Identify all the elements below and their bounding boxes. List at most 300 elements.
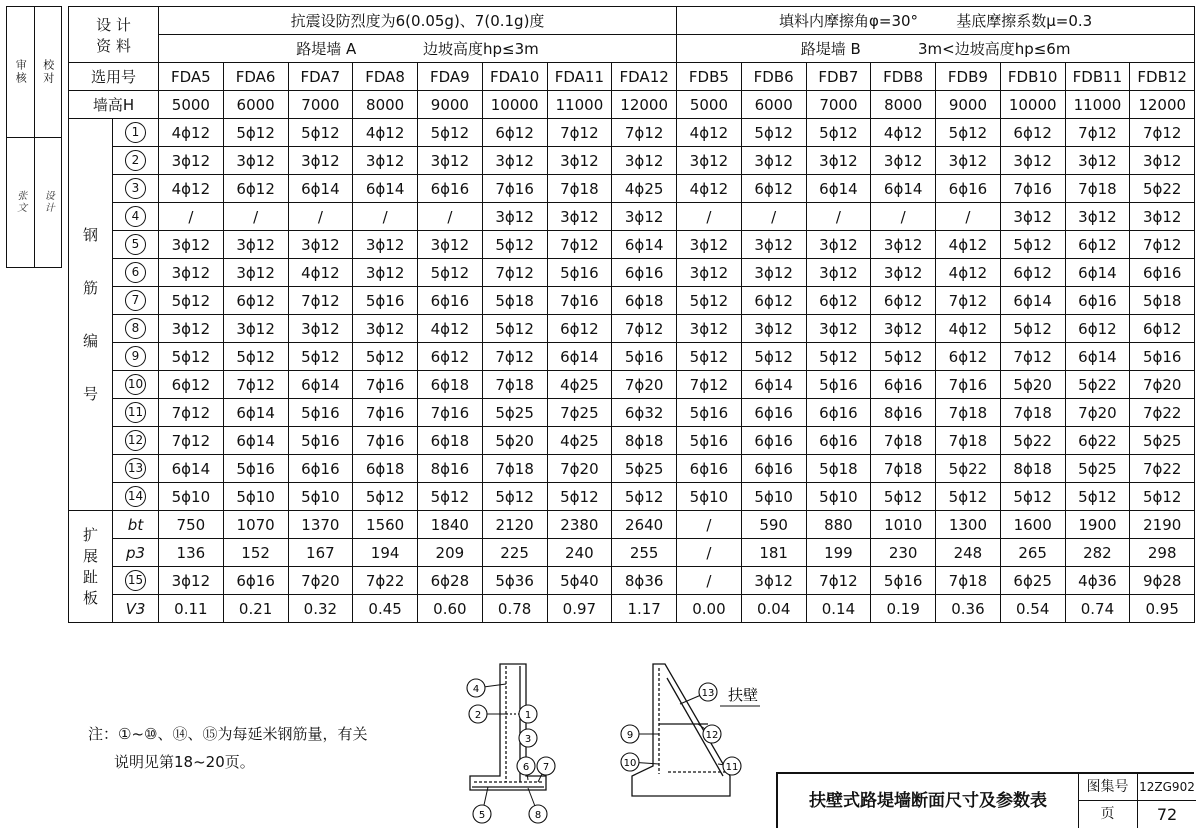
rebar-cell: 5ϕ12: [159, 287, 224, 315]
toe-cell: 7ϕ20: [288, 567, 353, 595]
rebar-cell: 5ϕ16: [1130, 343, 1195, 371]
rebar-cell: /: [677, 203, 742, 231]
rebar-cell: 3ϕ12: [677, 315, 742, 343]
toe-row: [69, 567, 1195, 595]
toe-cell: 181: [741, 539, 806, 567]
toe-cell: 750: [159, 511, 224, 539]
height-cell: 9000: [936, 91, 1001, 119]
toe-row: [69, 511, 1195, 539]
code-cell: FDB5: [677, 63, 742, 91]
toe-cell: 0.14: [806, 595, 871, 623]
callout-number: 4: [472, 684, 480, 695]
height-label: 墙高H: [69, 91, 159, 119]
rebar-cell: 6ϕ14: [353, 175, 418, 203]
rebar-cell: 5ϕ16: [547, 259, 612, 287]
toe-param-cell: [113, 539, 159, 567]
height-cell: 7000: [806, 91, 871, 119]
rebar-cell: 5ϕ12: [547, 483, 612, 511]
rebar-cell: 3ϕ12: [806, 315, 871, 343]
rebar-cell: 5ϕ12: [677, 287, 742, 315]
height-cell: 5000: [677, 91, 742, 119]
callout-number: 6: [522, 762, 530, 773]
rebar-number: 13: [125, 458, 146, 479]
wall-a-cell: [159, 35, 677, 63]
toe-cell: 0.32: [288, 595, 353, 623]
design-data-label: 资 料: [96, 36, 131, 55]
rebar-cell: 7ϕ22: [1130, 399, 1195, 427]
toe-group-char: 趾: [82, 567, 98, 586]
toe-param-label: V3: [125, 599, 146, 618]
rebar-cell: 7ϕ18: [1000, 399, 1065, 427]
rebar-row: [69, 259, 1195, 287]
rebar-number-cell: [113, 259, 159, 287]
rebar-cell: 6ϕ18: [418, 427, 483, 455]
rebar-cell: 6ϕ14: [806, 175, 871, 203]
rebar-cell: 3ϕ12: [353, 259, 418, 287]
drawing-title: 扶壁式路堤墙断面尺寸及参数表: [778, 774, 1079, 828]
rebar-cell: 5ϕ12: [482, 231, 547, 259]
rebar-cell: /: [806, 203, 871, 231]
rebar-cell: 6ϕ12: [871, 287, 936, 315]
rebar-cell: 7ϕ16: [482, 175, 547, 203]
toe-cell: 0.04: [741, 595, 806, 623]
toe-cell: 0.45: [353, 595, 418, 623]
code-cell: FDA11: [547, 63, 612, 91]
toe-cell: 2120: [482, 511, 547, 539]
rebar-cell: 3ϕ12: [677, 147, 742, 175]
code-cell: FDA7: [288, 63, 353, 91]
rebar-cell: 4ϕ12: [353, 119, 418, 147]
rebar-cell: 3ϕ12: [1130, 203, 1195, 231]
rebar-cell: 6ϕ18: [418, 371, 483, 399]
rebar-cell: 5ϕ10: [288, 483, 353, 511]
rebar-cell: 7ϕ12: [547, 119, 612, 147]
rebar-cell: 7ϕ18: [547, 175, 612, 203]
rebar-cell: 7ϕ12: [482, 343, 547, 371]
title-block: [776, 772, 1194, 828]
rebar-cell: 5ϕ16: [677, 399, 742, 427]
toe-cell: 6ϕ25: [1000, 567, 1065, 595]
toe-cell: 590: [741, 511, 806, 539]
toe-cell: 1070: [223, 511, 288, 539]
rebar-cell: 6ϕ16: [1065, 287, 1130, 315]
rebar-cell: 7ϕ16: [936, 371, 1001, 399]
toe-cell: 8ϕ36: [612, 567, 677, 595]
toe-cell: 152: [223, 539, 288, 567]
rebar-cell: 3ϕ12: [677, 231, 742, 259]
toe-cell: 1840: [418, 511, 483, 539]
rebar-cell: 6ϕ16: [418, 175, 483, 203]
rebar-cell: 8ϕ16: [871, 399, 936, 427]
rebar-cell: 5ϕ12: [1000, 231, 1065, 259]
rebar-cell: 8ϕ18: [1000, 455, 1065, 483]
toe-cell: 1370: [288, 511, 353, 539]
rebar-cell: 7ϕ12: [677, 371, 742, 399]
rebar-cell: 7ϕ12: [1130, 231, 1195, 259]
rebar-cell: 5ϕ12: [288, 119, 353, 147]
toe-cell: 248: [936, 539, 1001, 567]
rebar-group-label: [69, 119, 113, 511]
toe-cell: 0.21: [223, 595, 288, 623]
rebar-cell: 5ϕ10: [741, 483, 806, 511]
rebar-cell: 5ϕ10: [223, 483, 288, 511]
rebar-number: 4: [125, 206, 146, 227]
rebar-cell: 3ϕ12: [612, 147, 677, 175]
rebar-cell: 5ϕ12: [871, 343, 936, 371]
rebar-cell: 3ϕ12: [1000, 203, 1065, 231]
friction-cell: [677, 7, 1195, 35]
rebar-cell: 5ϕ18: [482, 287, 547, 315]
height-cell: 10000: [482, 91, 547, 119]
toe-cell: 230: [871, 539, 936, 567]
rebar-cell: 5ϕ12: [223, 119, 288, 147]
rebar-row: [69, 427, 1195, 455]
callout-number: 3: [524, 734, 532, 745]
rebar-cell: 5ϕ16: [223, 455, 288, 483]
rebar-cell: /: [741, 203, 806, 231]
atlas-label: 图集号: [1078, 774, 1138, 801]
rebar-cell: 3ϕ12: [547, 147, 612, 175]
height-cell: 11000: [1065, 91, 1130, 119]
height-cell: 8000: [353, 91, 418, 119]
rebar-cell: 6ϕ18: [353, 455, 418, 483]
rebar-cell: 3ϕ12: [223, 315, 288, 343]
rebar-group-char: 编: [82, 331, 98, 350]
rebar-cell: 3ϕ12: [806, 231, 871, 259]
atlas-number: 12ZG902: [1138, 774, 1196, 801]
toe-cell: 4ϕ36: [1065, 567, 1130, 595]
rebar-cell: 7ϕ20: [547, 455, 612, 483]
toe-cell: 7ϕ22: [353, 567, 418, 595]
rebar-cell: 7ϕ25: [547, 399, 612, 427]
rebar-cell: 6ϕ16: [418, 287, 483, 315]
toe-cell: 282: [1065, 539, 1130, 567]
rebar-cell: 5ϕ12: [741, 343, 806, 371]
rebar-number-cell: [113, 483, 159, 511]
rebar-row: [69, 231, 1195, 259]
rebar-cell: 5ϕ22: [1130, 175, 1195, 203]
rebar-cell: 5ϕ18: [1130, 287, 1195, 315]
rebar-cell: 8ϕ16: [418, 455, 483, 483]
rebar-number: 12: [125, 430, 146, 451]
rebar-cell: 3ϕ12: [871, 147, 936, 175]
rebar-cell: 7ϕ12: [547, 231, 612, 259]
rebar-cell: 5ϕ12: [677, 343, 742, 371]
rebar-cell: 3ϕ12: [482, 147, 547, 175]
rebar-cell: 5ϕ12: [482, 483, 547, 511]
toe-cell: 199: [806, 539, 871, 567]
rebar-cell: 6ϕ12: [936, 343, 1001, 371]
rebar-cell: 6ϕ16: [1130, 259, 1195, 287]
rebar-cell: 7ϕ16: [353, 399, 418, 427]
rebar-cell: 5ϕ12: [418, 259, 483, 287]
rebar-cell: 5ϕ10: [806, 483, 871, 511]
rebar-cell: 3ϕ12: [159, 231, 224, 259]
toe-cell: 9ϕ28: [1130, 567, 1195, 595]
rebar-cell: 5ϕ12: [482, 315, 547, 343]
toe-cell: 255: [612, 539, 677, 567]
height-cell: 5000: [159, 91, 224, 119]
toe-cell: 1300: [936, 511, 1001, 539]
rebar-cell: 5ϕ22: [1000, 427, 1065, 455]
height-cell: 8000: [871, 91, 936, 119]
rebar-cell: 6ϕ12: [741, 287, 806, 315]
rebar-cell: 3ϕ12: [1065, 147, 1130, 175]
rebar-cell: 6ϕ12: [159, 371, 224, 399]
toe-row: [69, 539, 1195, 567]
toe-param-label: 15: [125, 570, 146, 591]
toe-cell: 225: [482, 539, 547, 567]
code-cell: FDB12: [1130, 63, 1195, 91]
page-number: 72: [1156, 805, 1178, 824]
rebar-cell: 6ϕ16: [288, 455, 353, 483]
seismic-cell: [159, 7, 677, 35]
toe-cell: 194: [353, 539, 418, 567]
rebar-cell: 3ϕ12: [353, 231, 418, 259]
height-cell: 7000: [288, 91, 353, 119]
rebar-cell: 7ϕ18: [482, 455, 547, 483]
rebar-cell: 5ϕ16: [806, 371, 871, 399]
toe-cell: 136: [159, 539, 224, 567]
rebar-cell: 7ϕ18: [871, 455, 936, 483]
rebar-cell: 6ϕ14: [288, 175, 353, 203]
toe-param-cell: [113, 595, 159, 623]
rebar-cell: 5ϕ16: [288, 399, 353, 427]
rebar-cell: 7ϕ20: [612, 371, 677, 399]
rebar-cell: 7ϕ12: [612, 119, 677, 147]
rebar-cell: 5ϕ25: [1065, 455, 1130, 483]
rebar-group-char: 筋: [82, 278, 98, 297]
height-cell: 11000: [547, 91, 612, 119]
rebar-cell: 7ϕ16: [1000, 175, 1065, 203]
rebar-cell: 7ϕ16: [418, 399, 483, 427]
rebar-cell: 6ϕ12: [1065, 315, 1130, 343]
rebar-cell: 6ϕ12: [223, 287, 288, 315]
toe-cell: 7ϕ18: [936, 567, 1001, 595]
toe-group-label: [69, 511, 113, 623]
toe-group-char: 板: [82, 588, 98, 607]
toe-cell: 0.95: [1130, 595, 1195, 623]
rebar-cell: 3ϕ12: [741, 231, 806, 259]
code-cell: FDB9: [936, 63, 1001, 91]
rebar-cell: 6ϕ14: [1065, 259, 1130, 287]
callout-number: 5: [478, 810, 486, 821]
rebar-cell: 7ϕ12: [288, 287, 353, 315]
rebar-cell: 5ϕ12: [1130, 483, 1195, 511]
rebar-cell: 5ϕ18: [806, 455, 871, 483]
rebar-number-cell: [113, 399, 159, 427]
rebar-cell: 7ϕ16: [547, 287, 612, 315]
rebar-number-cell: [113, 203, 159, 231]
rebar-cell: 5ϕ12: [418, 483, 483, 511]
rebar-cell: /: [159, 203, 224, 231]
toe-cell: 1.17: [612, 595, 677, 623]
rebar-cell: 7ϕ12: [482, 259, 547, 287]
rebar-cell: 6ϕ12: [418, 343, 483, 371]
select-code-row: [69, 63, 1195, 91]
rebar-cell: 4ϕ12: [936, 315, 1001, 343]
rebar-cell: 5ϕ12: [871, 483, 936, 511]
rebar-cell: 7ϕ12: [1130, 119, 1195, 147]
toe-cell: 167: [288, 539, 353, 567]
rebar-cell: 6ϕ16: [741, 455, 806, 483]
rebar-cell: 7ϕ16: [353, 371, 418, 399]
note-line-2: 说明见第18~20页。: [114, 753, 255, 771]
rebar-cell: 4ϕ25: [547, 371, 612, 399]
height-cell: 12000: [612, 91, 677, 119]
toe-cell: /: [677, 539, 742, 567]
rebar-number-cell: [113, 175, 159, 203]
rebar-cell: 7ϕ20: [1065, 399, 1130, 427]
toe-cell: 0.97: [547, 595, 612, 623]
height-cell: 12000: [1130, 91, 1195, 119]
friction-base: 基底摩擦系数μ=0.3: [956, 12, 1093, 30]
rebar-group-char: 钢: [82, 225, 98, 244]
rebar-cell: 5ϕ16: [677, 427, 742, 455]
sig-col-2: [35, 7, 62, 267]
rebar-cell: 3ϕ12: [288, 147, 353, 175]
rebar-cell: /: [223, 203, 288, 231]
toe-cell: 5ϕ36: [482, 567, 547, 595]
rebar-cell: 3ϕ12: [159, 147, 224, 175]
select-label: 选用号: [69, 63, 159, 91]
code-cell: FDB10: [1000, 63, 1065, 91]
rebar-cell: 4ϕ12: [159, 119, 224, 147]
wall-b-cell: [677, 35, 1195, 63]
rebar-cell: 3ϕ12: [1000, 147, 1065, 175]
rebar-group-char: 号: [82, 384, 98, 403]
rebar-cell: 3ϕ12: [288, 315, 353, 343]
toe-group-char: 展: [82, 546, 98, 565]
rebar-cell: 6ϕ14: [159, 455, 224, 483]
rebar-cell: 3ϕ12: [223, 147, 288, 175]
rebar-cell: 4ϕ25: [547, 427, 612, 455]
rebar-cell: 6ϕ12: [1000, 259, 1065, 287]
callout-number: 10: [623, 758, 637, 769]
toe-cell: 209: [418, 539, 483, 567]
rebar-cell: 6ϕ14: [288, 371, 353, 399]
callout-number: 8: [534, 810, 542, 821]
rebar-cell: 3ϕ12: [223, 259, 288, 287]
rebar-cell: 6ϕ16: [741, 399, 806, 427]
friction-fill: 填料内摩擦角φ=30°: [778, 12, 919, 30]
rebar-cell: 3ϕ12: [288, 231, 353, 259]
rebar-cell: 5ϕ12: [1000, 483, 1065, 511]
toe-cell: 0.00: [677, 595, 742, 623]
toe-cell: 2640: [612, 511, 677, 539]
rebar-cell: 3ϕ12: [806, 147, 871, 175]
rebar-cell: 7ϕ12: [1000, 343, 1065, 371]
rebar-cell: 5ϕ12: [418, 119, 483, 147]
rebar-cell: 6ϕ12: [741, 175, 806, 203]
drawing-labels: [467, 679, 741, 823]
rebar-cell: 4ϕ12: [159, 175, 224, 203]
rebar-number-cell: [113, 147, 159, 175]
toe-row: [69, 595, 1195, 623]
rebar-cell: 3ϕ12: [871, 315, 936, 343]
callout-number: 2: [474, 710, 482, 721]
rebar-number: 2: [125, 150, 146, 171]
page-label: 页: [1078, 801, 1138, 828]
rebar-number-cell: [113, 371, 159, 399]
rebar-number: 6: [125, 262, 146, 283]
rebar-cell: 5ϕ12: [806, 343, 871, 371]
design-data-label: 设 计: [96, 15, 131, 34]
rebar-row: [69, 483, 1195, 511]
rebar-cell: 3ϕ12: [223, 231, 288, 259]
callout-number: 11: [725, 762, 739, 773]
toe-cell: 880: [806, 511, 871, 539]
callout-number: 7: [542, 762, 550, 773]
toe-cell: 2190: [1130, 511, 1195, 539]
rebar-row: [69, 119, 1195, 147]
rebar-row: [69, 287, 1195, 315]
note-line-1: 注：①~⑩、⑭、⑮为每延米钢筋量，有关: [88, 725, 368, 743]
rebar-cell: 4ϕ12: [677, 119, 742, 147]
sig-cell: 校对: [35, 7, 62, 138]
rebar-cell: 3ϕ12: [1065, 203, 1130, 231]
sig-cell: 设计: [42, 190, 54, 215]
rebar-cell: 5ϕ12: [936, 119, 1001, 147]
rebar-cell: 5ϕ25: [612, 455, 677, 483]
slope-b-label: 3m<边坡高度hp≤6m: [917, 40, 1071, 58]
code-cell: FDB8: [871, 63, 936, 91]
rebar-cell: 7ϕ12: [612, 315, 677, 343]
rebar-cell: 5ϕ25: [1130, 427, 1195, 455]
rebar-cell: 8ϕ18: [612, 427, 677, 455]
rebar-cell: 6ϕ16: [612, 259, 677, 287]
rebar-cell: 6ϕ12: [223, 175, 288, 203]
toe-cell: 0.60: [418, 595, 483, 623]
rebar-cell: /: [418, 203, 483, 231]
rebar-cell: 3ϕ12: [871, 231, 936, 259]
rebar-number-cell: [113, 343, 159, 371]
code-cell: FDB6: [741, 63, 806, 91]
code-cell: FDB7: [806, 63, 871, 91]
callout-number: 1: [524, 710, 532, 721]
rebar-cell: 7ϕ16: [353, 427, 418, 455]
rebar-cell: 6ϕ14: [1000, 287, 1065, 315]
height-cell: 10000: [1000, 91, 1065, 119]
toe-cell: 1900: [1065, 511, 1130, 539]
rebar-cell: 6ϕ14: [547, 343, 612, 371]
rebar-cell: 3ϕ12: [482, 203, 547, 231]
rebar-cell: /: [353, 203, 418, 231]
rebar-cell: 7ϕ18: [871, 427, 936, 455]
rebar-cell: 5ϕ10: [677, 483, 742, 511]
rebar-number: 7: [125, 290, 146, 311]
code-cell: FDA10: [482, 63, 547, 91]
signature-block: [6, 6, 62, 268]
rebar-cell: 6ϕ12: [482, 119, 547, 147]
rebar-cell: 3ϕ12: [418, 231, 483, 259]
rebar-cell: 5ϕ22: [1065, 371, 1130, 399]
rebar-cell: 5ϕ16: [612, 343, 677, 371]
sig-cell: 张文: [14, 190, 26, 215]
rebar-row: [69, 203, 1195, 231]
rebar-cell: 5ϕ12: [741, 119, 806, 147]
rebar-cell: /: [871, 203, 936, 231]
rebar-cell: 5ϕ20: [482, 427, 547, 455]
rebar-number: 9: [125, 346, 146, 367]
toe-cell: 3ϕ12: [159, 567, 224, 595]
rebar-cell: 6ϕ14: [612, 231, 677, 259]
rebar-cell: 5ϕ12: [353, 343, 418, 371]
rebar-cell: 6ϕ22: [1065, 427, 1130, 455]
rebar-cell: 3ϕ12: [806, 259, 871, 287]
rebar-cell: /: [288, 203, 353, 231]
rebar-number: 10: [125, 374, 146, 395]
